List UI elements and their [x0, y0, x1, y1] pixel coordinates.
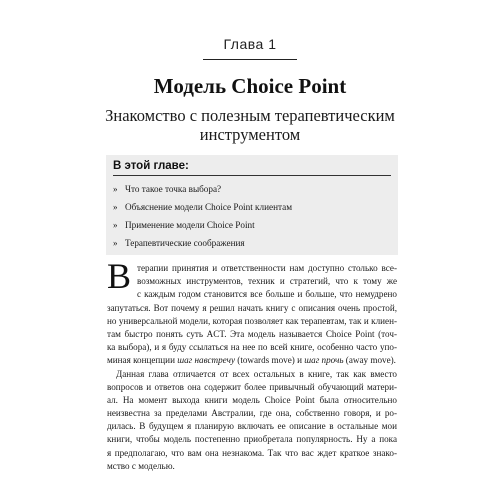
chapter-number: Глава 1	[223, 36, 277, 52]
drop-cap: В	[107, 256, 132, 296]
contents-heading: В этой главе:	[113, 160, 189, 172]
body-line: Данная глава отличается от всех остальных в книге, так как вместо	[116, 368, 397, 379]
body-line: ка выбора), и я буду ссылаться на нее по всей книге, особенно часто упо-	[107, 342, 397, 353]
body-line: с каждым годом становится все больше и больше, что немудрено	[137, 289, 397, 300]
contents-item-label: Что такое точка выбора?	[125, 184, 222, 194]
body-line: вопросов и ответов она содержит более привычный обучающий матери-	[107, 381, 397, 392]
chapter-divider	[203, 59, 297, 60]
chapter-title: Модель Choice Point	[153, 74, 347, 98]
body-line: я предполагаю, что вам она незнакома. Так что вас ждет краткое знако-	[107, 447, 397, 458]
body-line: но универсальной модели, которая позволяет как терапевтам, так и клиен-	[107, 315, 397, 326]
contents-item	[113, 219, 393, 237]
bullet-icon: »	[113, 202, 118, 212]
body-line: мство с моделью.	[107, 460, 175, 471]
body-line: терапии принятия и ответственности нам доступно столько все-	[137, 263, 397, 273]
bullet-icon: »	[113, 220, 118, 230]
contents-item-label: Терапевтические соображения	[125, 238, 245, 248]
contents-item	[113, 237, 393, 255]
chapter-contents-box	[106, 155, 398, 255]
line-text: миная концепции	[107, 355, 178, 366]
line-text: (away move).	[343, 355, 396, 366]
line-text: (towards move) и	[235, 355, 305, 366]
bullet-icon: »	[113, 238, 118, 248]
body-line: запутаться. Вот почему я решил начать книгу с описания очень простой,	[107, 302, 397, 313]
body-line: возможных инструментов, техник и стратегий, что к тому же	[137, 276, 397, 287]
contents-item	[113, 201, 393, 219]
body-line: дилась. В будущем я планирую включать ее описание в остальные мои	[107, 421, 397, 432]
contents-item-label: Применение модели Choice Point	[125, 220, 255, 230]
body-text	[107, 262, 397, 473]
body-line: ал. На момент выхода книги модель Choice Point была относительно	[107, 394, 397, 405]
contents-divider	[113, 175, 391, 176]
body-line: неизвестна за пределами Австралии, где она, собственно говоря, и ро-	[107, 408, 397, 419]
body-line	[107, 354, 397, 367]
body-line: там быстро понять суть ACT. Эта модель называется Choice Point (точ-	[107, 328, 397, 339]
contents-list	[113, 183, 393, 255]
contents-item-label: Объяснение модели Choice Point клиентам	[125, 202, 293, 212]
chapter-subtitle: Знакомство с полезным терапевтическим инструментом	[105, 106, 395, 144]
contents-item	[113, 183, 393, 201]
body-line: книги, чтобы модель постепенно приобретала популярность. Ну а пока	[107, 434, 397, 445]
bullet-icon: »	[113, 184, 118, 194]
term-towards: шаг навстречу	[177, 355, 235, 366]
term-away: шаг прочь	[304, 355, 344, 366]
